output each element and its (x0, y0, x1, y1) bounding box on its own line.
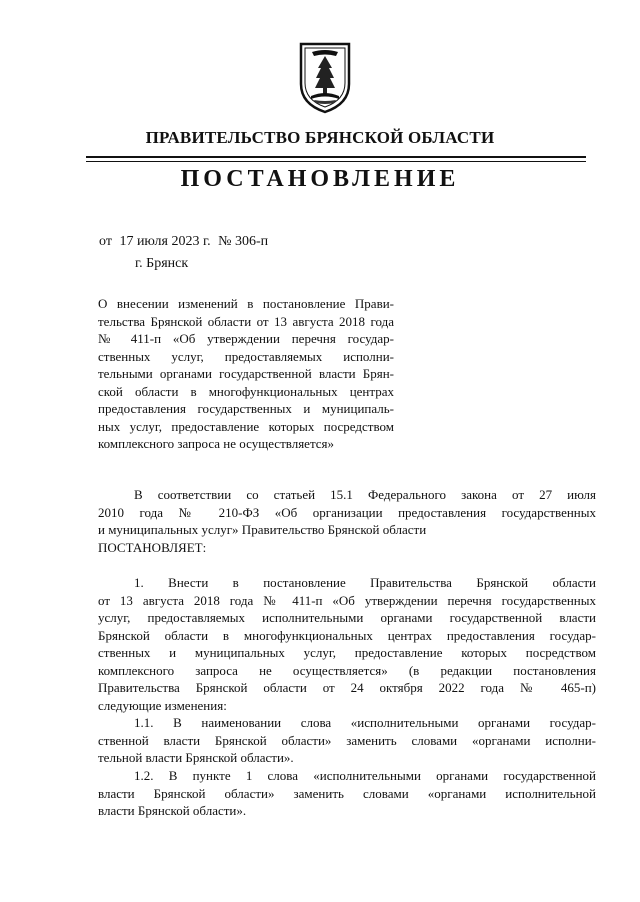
item-1-1-line: тельной власти Брянской области». (98, 750, 294, 765)
date-prefix: от (99, 234, 112, 249)
item-1-2-line: власти Брянской области». (98, 803, 247, 818)
item-1-paragraph (98, 574, 596, 714)
document-date: 17 июля 2023 г. (119, 234, 211, 249)
subject-line: ской области в многофункциональных центрах (98, 383, 394, 399)
coat-of-arms-icon (296, 38, 354, 114)
subject-line: ственных услуг, предоставляемых исполни- (98, 348, 394, 364)
item-1-line: Брянской области в многофункциональных центрах предоставления государ- (98, 627, 596, 643)
date-line (99, 234, 272, 250)
preamble-line: В соответствии со статьей 15.1 Федерального закона от 27 июля (134, 487, 596, 502)
item-1-line: услуг, предоставляемых исполнительными органами государственной власти (98, 610, 596, 625)
item-1-2-line: 1.2. В пункте 1 слова «исполнительными органами государственной (134, 768, 596, 783)
preamble-paragraph (98, 486, 596, 556)
item-1-1-paragraph (98, 714, 596, 767)
subject-block (98, 295, 394, 453)
item-1-line: комплексного запроса не осуществляется» (в редакции постановления (98, 662, 596, 678)
item-1-1-line: ственной власти Брянской области» заменить словами «органами исполни- (98, 732, 596, 748)
item-1-1-line: 1.1. В наименовании слова «исполнительными органами государ- (134, 715, 596, 730)
item-1-line: следующие изменения: (98, 697, 227, 713)
document-city: г. Брянск (135, 256, 189, 271)
subject-line: № 411-п «Об утверждении перечня государ- (98, 331, 394, 346)
subject-line: комплексного запроса не осуществляется» (98, 436, 335, 451)
item-1-line: Правительства Брянской области от 24 октября 2022 года № 465-п) (98, 680, 596, 695)
resolves-word: ПОСТАНОВЛЯЕТ: (98, 539, 207, 555)
item-1-2-paragraph (98, 767, 596, 820)
government-name: ПРАВИТЕЛЬСТВО БРЯНСКОЙ ОБЛАСТИ (145, 128, 495, 147)
document-number: № 306-п (218, 234, 269, 249)
item-1-line: ственных и муниципальных услуг, предоставление которых посредством (98, 645, 596, 660)
preamble-line: и муниципальных услуг» Правительство Брянской области (98, 522, 427, 537)
header-rule-thick (86, 156, 586, 158)
subject-line: предоставления государственных и муниципаль- (98, 401, 394, 416)
item-1-2-line: власти Брянской области» заменить словами «органами исполнительной (98, 785, 596, 801)
item-1-line: 1. Внести в постановление Правительства Брянской области (134, 575, 596, 590)
header-rule-thin (86, 161, 586, 162)
subject-line: тельства Брянской области от 13 августа 2018 года (98, 313, 394, 329)
item-1-line: от 13 августа 2018 года № 411-п «Об утверждении перечня государственных (98, 592, 596, 608)
subject-line: ных услуг, предоставление которых посредством (98, 418, 394, 434)
subject-line: тельными органами государственной власти Брян- (98, 366, 394, 381)
subject-line: О внесении изменений в постановление Прави- (98, 296, 394, 311)
preamble-line: 2010 года № 210-ФЗ «Об организации предоставления государственных (98, 504, 596, 520)
document-type-heading: ПОСТАНОВЛЕНИЕ (180, 166, 460, 192)
